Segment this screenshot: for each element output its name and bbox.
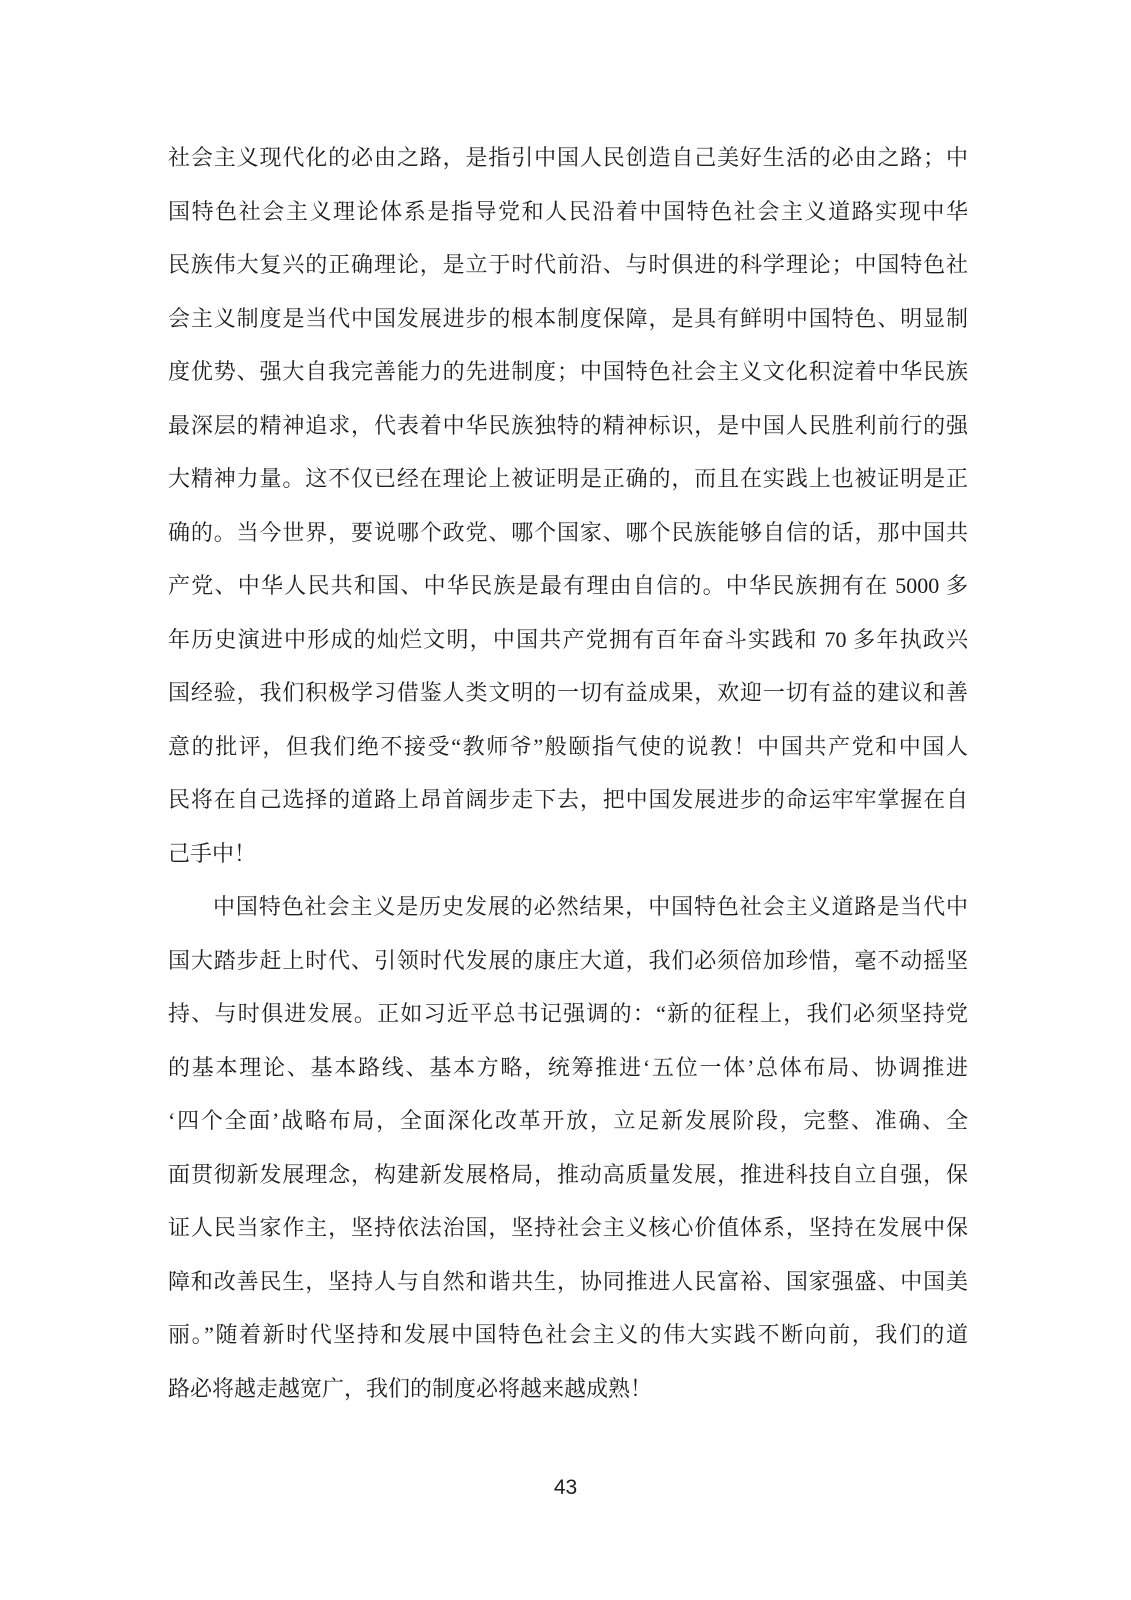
page-footer — [0, 1476, 1131, 1500]
text-line: 国特色社会主义理论体系是指导党和人民沿着中国特色社会主义道路实现中华 — [168, 198, 968, 224]
text-line: 中国特色社会主义是历史发展的必然结果，中国特色社会主义道路是当代中 — [213, 894, 968, 919]
text-line: 丽。”随着新时代坚持和发展中国特色社会主义的伟大实践不断向前，我们的道 — [168, 1322, 968, 1347]
text-line: 持、与时俱进发展。正如习近平总书记强调的：“新的征程上，我们必须坚持党 — [168, 1001, 968, 1026]
text-line: 度优势、强大自我完善能力的先进制度；中国特色社会主义文化积淀着中华民族 — [168, 359, 968, 384]
text-line: 面贯彻新发展理念，构建新发展格局，推动高质量发展，推进科技自立自强，保 — [168, 1161, 968, 1187]
text-line: 己手中！ — [168, 840, 257, 866]
text-line: 障和改善民生，坚持人与自然和谐共生，协同推进人民富裕、国家强盛、中国美 — [168, 1268, 968, 1294]
text-line: 证人民当家作主，坚持依法治国，坚持社会主义核心价值体系，坚持在发展中保 — [168, 1215, 968, 1240]
body-text — [168, 131, 968, 1415]
text-line: 年历史演进中形成的灿烂文明，中国共产党拥有百年奋斗实践和 70 多年执政兴 — [168, 626, 968, 652]
text-line: 意的批评，但我们绝不接受“教师爷”般颐指气使的说教！中国共产党和中国人 — [168, 733, 968, 759]
text-line: 民族伟大复兴的正确理论，是立于时代前沿、与时俱进的科学理论；中国特色社 — [168, 252, 968, 277]
text-line: 路必将越走越宽广，我们的制度必将越来越成熟！ — [168, 1375, 653, 1401]
text-line: ‘四个全面’战略布局，全面深化改革开放，立足新发展阶段，完整、准确、全 — [168, 1108, 968, 1133]
text-line: 国经验，我们积极学习借鉴人类文明的一切有益成果，欢迎一切有益的建议和善 — [168, 680, 968, 705]
text-line: 社会主义现代化的必由之路，是指引中国人民创造自己美好生活的必由之路；中 — [168, 145, 968, 170]
text-line: 最深层的精神追求，代表着中华民族独特的精神标识，是中国人民胜利前行的强 — [168, 412, 968, 438]
page-number: 43 — [553, 1476, 578, 1499]
text-line: 大精神力量。这不仅已经在理论上被证明是正确的，而且在实践上也被证明是正 — [168, 466, 968, 491]
text-line: 民将在自己选择的道路上昂首阔步走下去，把中国发展进步的命运牢牢掌握在自 — [168, 787, 968, 812]
text-line: 的基本理论、基本路线、基本方略，统筹推进‘五位一体’总体布局、协调推进 — [168, 1054, 968, 1080]
text-line: 会主义制度是当代中国发展进步的根本制度保障，是具有鲜明中国特色、明显制 — [168, 305, 968, 331]
text-line: 产党、中华人民共和国、中华民族是最有理由自信的。中华民族拥有在 5000 多 — [168, 573, 968, 598]
text-line: 国大踏步赶上时代、引领时代发展的康庄大道，我们必须倍加珍惜，毫不动摇坚 — [168, 947, 968, 973]
text-line: 确的。当今世界，要说哪个政党、哪个国家、哪个民族能够自信的话，那中国共 — [168, 519, 968, 545]
